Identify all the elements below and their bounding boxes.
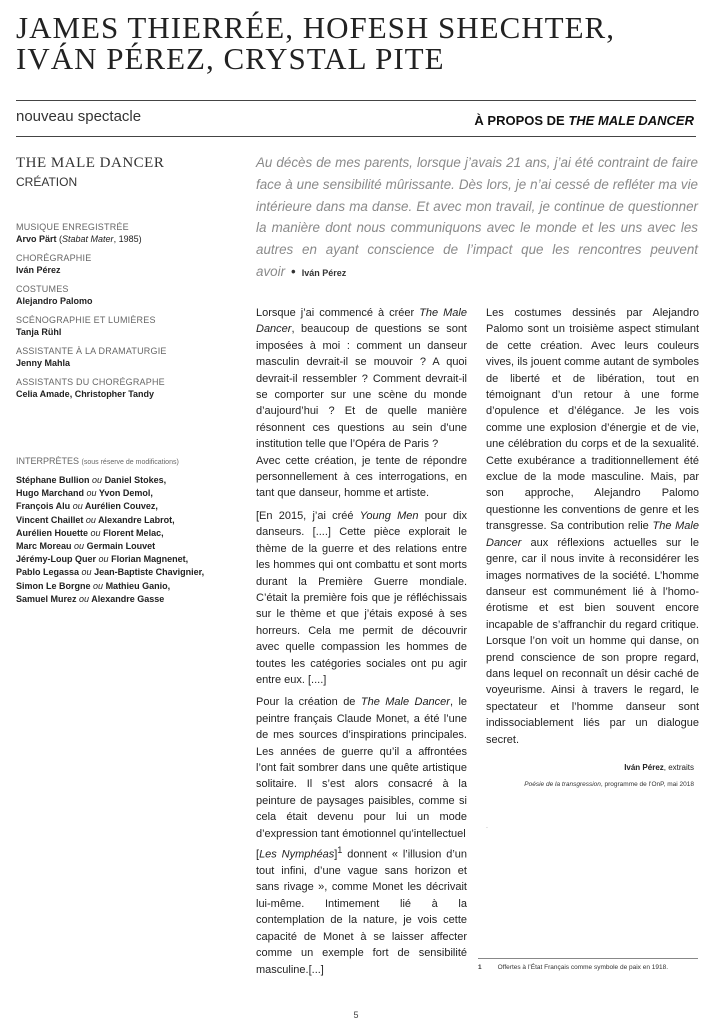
performer-row: [16, 580, 231, 593]
performer-alternative-connector: ou: [81, 567, 92, 578]
page-title: [16, 12, 696, 74]
costumes-label: COSTUMES: [16, 284, 69, 294]
performer-row: [16, 527, 231, 540]
performer-alternative-connector: ou: [72, 501, 83, 512]
performer-alternative-connector: ou: [98, 554, 109, 565]
performer-alternative-connector: ou: [85, 514, 96, 525]
dramaturgy-value: Jenny Mahla: [16, 358, 71, 368]
music-label: MUSIQUE ENREGISTRÉE: [16, 222, 129, 232]
source-title: Poésie de la transgression: [524, 781, 601, 788]
performer-name: Aurélien Houette: [16, 527, 89, 538]
quote-author: Iván Pérez: [301, 267, 347, 278]
performer-alternative-connector: ou: [90, 527, 101, 538]
footnote-rule: [478, 958, 698, 959]
body-column-2: [486, 305, 699, 754]
performer-name: Marc Moreau: [16, 541, 72, 552]
footnote-text: Offertes à l’État Français comme symbole de paix en 1918.: [497, 964, 669, 971]
source-citation: [524, 781, 694, 788]
performer-name: François Alu: [16, 501, 71, 512]
performer-name: Alexandre Gasse: [91, 593, 165, 604]
performer-row: [16, 487, 231, 500]
source-rest: , programme de l’OnP, mai 2018: [600, 781, 694, 788]
performer-name: Jérémy-Loup Quer: [16, 554, 97, 565]
costumes-value: Alejandro Palomo: [16, 296, 93, 306]
choreography-label: CHORÉGRAPHIE: [16, 253, 92, 263]
performer-row: [16, 553, 231, 566]
signoff-suffix: , extraits: [663, 763, 694, 772]
show-title: THE MALE DANCER: [16, 155, 165, 171]
header-rule: [16, 100, 696, 101]
performer-alternative-connector: ou: [86, 488, 97, 499]
decorative-dot: .: [486, 823, 488, 830]
paragraph: Pour la création de The Male Dancer, le peintre français Claude Monet, a été l’une de mes sources d’inspirations principales. Les années de guerre qu’il a affrontées l’ont fait sombrer dans une quête artistique solitaire. Il s’est alors consacré à la peinture de paysages paisibles, comme si cela était devenu pour lui un mode d’expression tant émotionnel qu’intellectuel [Les Nymphéas]$^1$ donnent « l’illusion d’un tout infini, d’une vague sans horizon et sans rivage », comme Monet les décrivait lui-même. Intimement lié à la contemplation de la nature, je vois cette capacité de Monet à se laisser affecter comme un exemple fort de sensibilité masculine.[...]: [256, 696, 468, 976]
music-value: Arvo Pärt (Stabat Mater, 1985): [16, 234, 142, 244]
performer-name: Samuel Murez: [16, 593, 77, 604]
performer-name: Yvon Demol,: [98, 488, 153, 499]
performer-name: Daniel Stokes,: [104, 475, 167, 485]
music-composer: Arvo Pärt: [16, 234, 57, 244]
signoff: [624, 763, 694, 772]
dramaturgy-label: ASSISTANTE À LA DRAMATURGIE: [16, 346, 167, 356]
performers-note: (sous réserve de modifications): [81, 459, 179, 466]
performer-row: [16, 540, 231, 553]
section-title: THE MALE DANCER: [568, 113, 694, 128]
quote-text: Au décès de mes parents, lorsque j’avais 21 ans, j’ai été contraint de faire face à une sensibilité mûrissante. Dès lors, je n’ai cessé de refléter ma vie intérieure dans ma danse. Et avec mon travail, je continue de questionner la manière dont nous communiquons avec le monde et les uns avec les autres en ayant conscience de l’impact que les rencontres peuvent avoir: [256, 155, 698, 279]
section-prefix: À PROPOS DE: [474, 113, 569, 128]
assistants-value: Celia Amade, Christopher Tandy: [16, 389, 155, 399]
performer-alternative-connector: ou: [93, 580, 104, 591]
footnote-number: 1: [478, 964, 482, 971]
performers-title: INTERPRÈTES: [16, 456, 80, 466]
signoff-author: Iván Pérez: [624, 763, 664, 772]
show-subtitle: CRÉATION: [16, 175, 78, 189]
performer-alternative-connector: ou: [79, 593, 90, 604]
page-number: 5: [353, 1010, 359, 1020]
title-line-2: IVÁN PÉREZ, CRYSTAL PITE: [16, 41, 445, 76]
section-heading: [474, 113, 694, 128]
performer-name: Jean-Baptiste Chavignier,: [94, 567, 205, 578]
kicker: nouveau spectacle: [16, 108, 142, 125]
performer-name: Aurélien Couvez,: [84, 501, 158, 512]
footnote: [478, 964, 668, 971]
music-year: , 1985): [113, 234, 142, 244]
paragraph: Les costumes dessinés par Alejandro Palomo sont un troisième aspect stimulant de cette création. Avec leurs couleurs vives, ils jouent comme autant de symboles de liberté et de libération, tout en témoignant d’un retour à une forme d’opulence et d’élégance. Je les vois comme une explosion d’énergie et de vie, une célébration du corps et de la sexualité. Cette exubérance a traditionnellement été exclue de la mode masculine. Mais, par son approche, Alejandro Palomo questionne les conventions de genre et les transgresse. Sa contribution relie The Male Dancer aux réflexions actuelles sur le genre, car il nous invite à reconsidérer les images normatives de la société. L’homme danseur est communément lié à l’homo-érotisme et est bien souvent encore incapable de s’affranchir du regard critique. Lorsque l’on voit un homme qui danse, on prend conscience de son propre regard, dans lequel on reconnaît un désir caché de voyeurisme. Ainsi à travers le regard, le spectateur et l’homme danseur sont indissociablement liés par un dialogue secret.: [486, 307, 699, 746]
performer-name: Florent Melac,: [103, 527, 164, 538]
performer-name: Mathieu Ganio,: [105, 580, 171, 591]
performers-list: [16, 474, 231, 606]
paragraph: Lorsque j’ai commencé à créer The Male Dancer, beaucoup de questions se sont imposées à moi : comment un danseur masculin devrait-il se mouvoir ? A quoi devrait-il ressembler ? Comment devrait-il se comporter sur une scène du monde d’aujourd’hui ? Et de quelle manière résonnent ces questions au sein d’une institution telle que l’Opéra de Paris ? Avec cette création, je tente de répondre personnellement à ces interrogations, en tant que danseur, homme et artiste.: [256, 307, 467, 500]
choreography-value: Iván Pérez: [16, 265, 61, 275]
performer-row: [16, 474, 231, 487]
body-column-1: [256, 305, 467, 984]
performer-name: Alexandre Labrot,: [98, 514, 175, 525]
performer-row: [16, 566, 231, 579]
performers-heading: [16, 456, 231, 466]
music-work: Stabat Mater: [62, 234, 114, 244]
performer-row: [16, 500, 231, 513]
quote-bullet: •: [291, 263, 296, 279]
title-line-1: JAMES THIERRÉE, HOFESH SHECHTER,: [16, 10, 615, 45]
footnote-ref: 1: [337, 845, 343, 855]
scenography-label: SCÉNOGRAPHIE ET LUMIÈRES: [16, 315, 156, 325]
performer-name: Vincent Chaillet: [16, 514, 84, 525]
performer-name: Pablo Legassa: [16, 567, 80, 578]
performer-alternative-connector: ou: [74, 541, 85, 552]
scenography-value: Tanja Rühl: [16, 327, 62, 337]
performer-name: Simon Le Borgne: [16, 580, 91, 591]
performer-alternative-connector: ou: [92, 475, 103, 485]
performer-row: [16, 514, 231, 527]
performer-row: [16, 593, 231, 606]
section-rule: [16, 136, 696, 137]
paragraph: [En 2015, j’ai créé Young Men pour dix danseurs. [....] Cette pièce explorait le thème de la guerre et des relations entre les hommes qui ont combattu et sont morts durant la Première Guerre mondiale. C’était la première fois que je réfléchissais sur le thème et que j’étais exposé à ses horreurs. Cela me permit de découvrir avec quelle compassion les hommes de toutes les catégories sociales ont pu agir entre eux. [....]: [256, 509, 467, 686]
assistants-label: ASSISTANTS DU CHORÉGRAPHE: [16, 377, 165, 387]
performer-name: Florian Magnenet,: [111, 554, 189, 565]
performer-name: Hugo Marchand: [16, 488, 85, 499]
performer-name: Germain Louvet: [86, 541, 156, 552]
pull-quote: [256, 152, 698, 285]
credits-block: [16, 222, 231, 399]
performer-name: Stéphane Bullion: [16, 475, 90, 485]
